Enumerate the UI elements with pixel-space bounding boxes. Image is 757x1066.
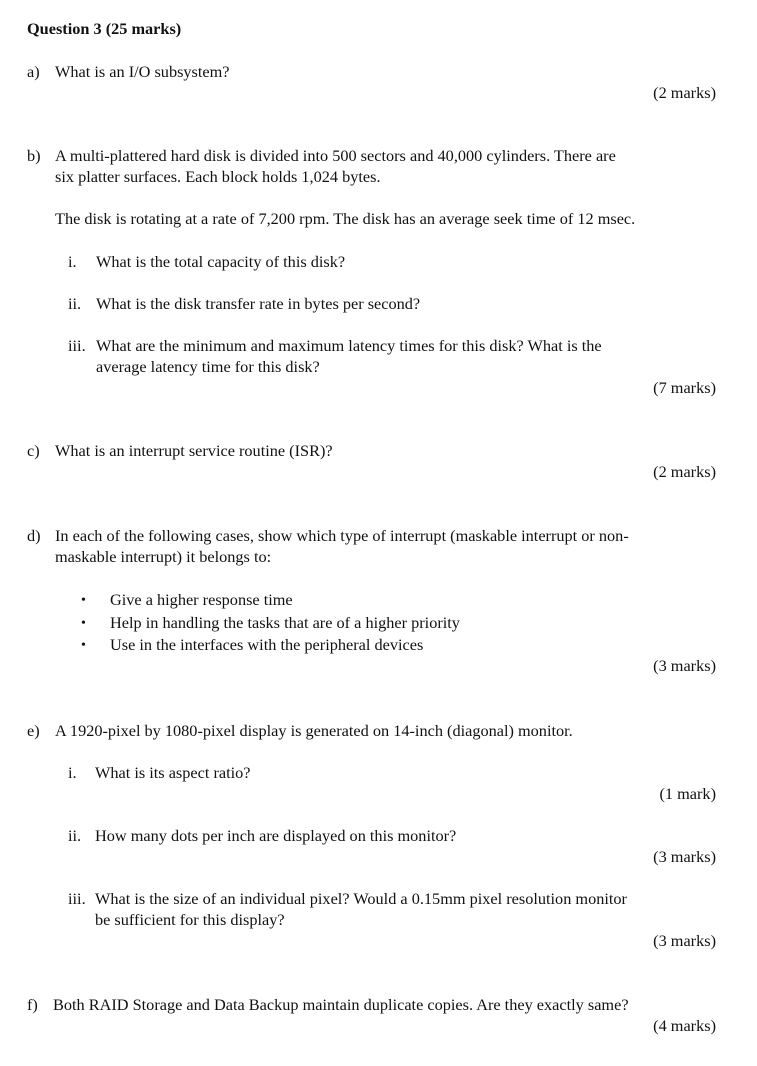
part-d-label: d)	[27, 526, 41, 545]
part-a-label: a)	[27, 62, 40, 81]
part-f-label: f)	[27, 995, 38, 1014]
part-b-line1: A multi-plattered hard disk is divided into 500 sectors and 40,000 cylinders. There are	[55, 146, 616, 165]
part-b-line2: six platter surfaces. Each block holds 1,024 bytes.	[55, 167, 381, 186]
part-c-marks: (2 marks)	[653, 462, 716, 481]
part-b-iii-label: iii.	[68, 336, 86, 355]
part-b-i-label: i.	[68, 252, 77, 271]
part-e-iii-label: iii.	[68, 889, 86, 908]
part-c-label: c)	[27, 441, 40, 460]
part-e-iii-marks: (3 marks)	[653, 931, 716, 950]
part-b-i-text: What is the total capacity of this disk?	[96, 252, 346, 271]
question-title: Question 3 (25 marks)	[27, 19, 182, 38]
part-b-ii-text: What is the disk transfer rate in bytes per second?	[96, 294, 421, 313]
bullet-icon: •	[81, 616, 86, 631]
part-d-bullet-1: Give a higher response time	[110, 590, 293, 609]
part-e-i-marks: (1 mark)	[659, 784, 716, 803]
part-d-bullet-2: Help in handling the tasks that are of a higher priority	[110, 613, 460, 632]
part-e-ii-label: ii.	[68, 826, 82, 845]
part-e-ii-text: How many dots per inch are displayed on this monitor?	[95, 826, 457, 845]
part-f-text: Both RAID Storage and Data Backup maintain duplicate copies. Are they exactly same?	[53, 995, 629, 1014]
part-b-marks: (7 marks)	[653, 378, 716, 397]
part-a-text: What is an I/O subsystem?	[55, 62, 230, 81]
part-e-i-label: i.	[68, 763, 77, 782]
part-b-ii-label: ii.	[68, 294, 82, 313]
part-e-iii-line1: What is the size of an individual pixel? Would a 0.15mm pixel resolution monitor	[95, 889, 627, 908]
part-e-iii-line2: be sufficient for this display?	[95, 910, 285, 929]
part-f-marks: (4 marks)	[653, 1016, 716, 1035]
part-b-line3: The disk is rotating at a rate of 7,200 rpm. The disk has an average seek time of 12 msec.	[55, 209, 636, 228]
part-c-text: What is an interrupt service routine (ISR)?	[55, 441, 333, 460]
part-d-marks: (3 marks)	[653, 656, 716, 675]
part-a-marks: (2 marks)	[653, 83, 716, 102]
part-e-label: e)	[27, 721, 40, 740]
part-e-i-text: What is its aspect ratio?	[95, 763, 251, 782]
part-b-label: b)	[27, 146, 41, 165]
part-d-line2: maskable interrupt) it belongs to:	[55, 547, 272, 566]
part-d-line1: In each of the following cases, show which type of interrupt (maskable interrupt or non-	[55, 526, 629, 545]
part-e-text: A 1920-pixel by 1080-pixel display is generated on 14-inch (diagonal) monitor.	[55, 721, 573, 740]
part-e-ii-marks: (3 marks)	[653, 847, 716, 866]
part-b-iii-line1: What are the minimum and maximum latency times for this disk? What is the	[96, 336, 602, 355]
bullet-icon: •	[81, 593, 86, 608]
part-b-iii-line2: average latency time for this disk?	[96, 357, 320, 376]
part-d-bullet-3: Use in the interfaces with the peripheral devices	[110, 635, 424, 654]
bullet-icon: •	[81, 638, 86, 653]
